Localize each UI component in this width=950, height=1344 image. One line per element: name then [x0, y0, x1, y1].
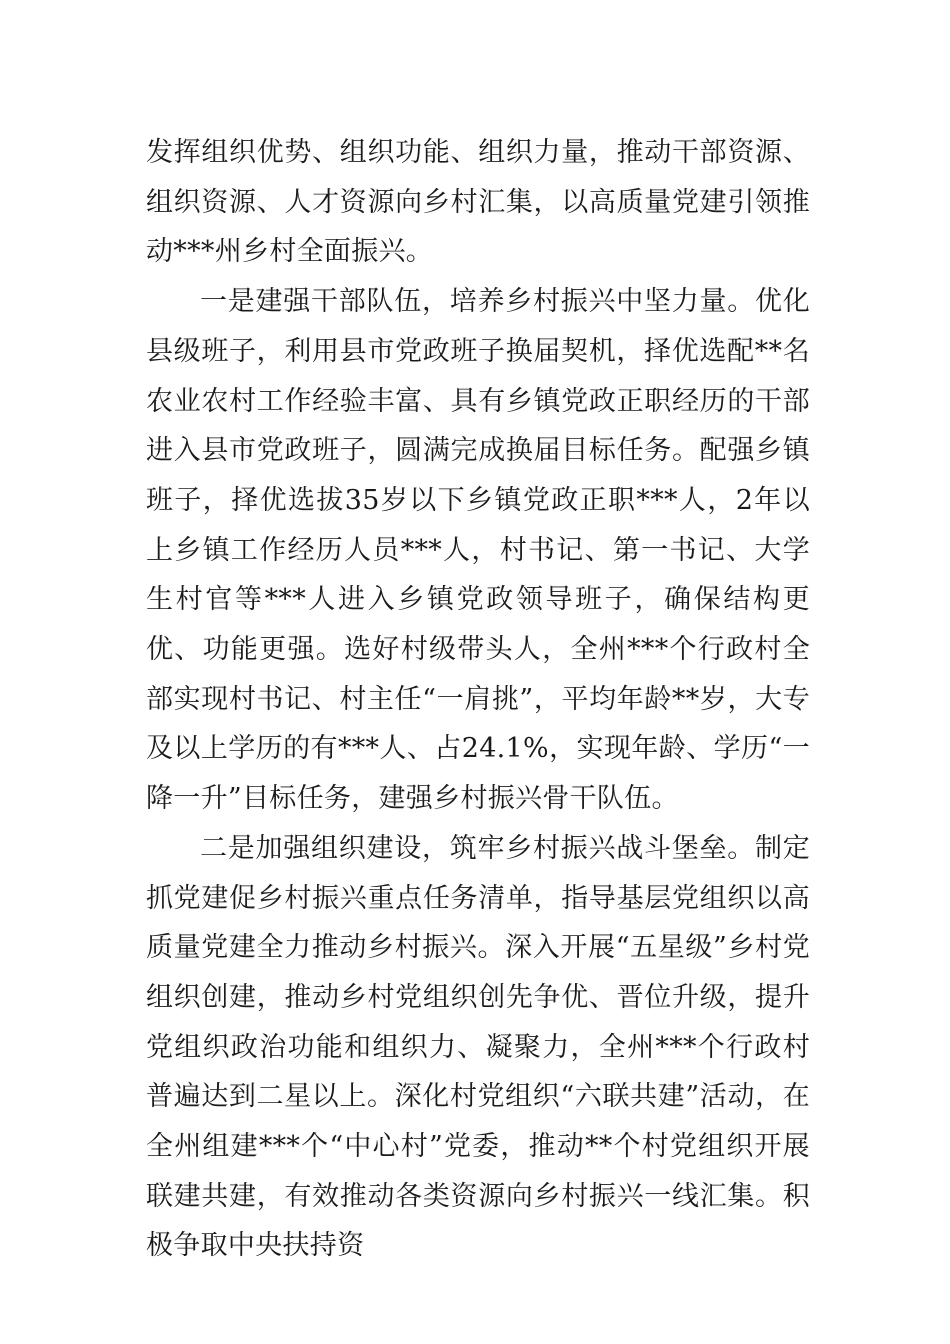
paragraph-organization-building: 二是加强组织建设，筑牢乡村振兴战斗堡垒。制定抓党建促乡村振兴重点任务清单，指导基层党组织以高质量党建全力推动乡村振兴。深入开展“五星级”乡村党组织创建，推动乡村党组织创先争优、晋位升级，提升党组织政治功能和组织力、凝聚力，全州***个行政村普遍达到二星以上。深化村党组织“六联共建”活动，在全州组建***个“中心村”党委，推动**个村党组织开展联建共建，有效推动各类资源向乡村振兴一线汇集。积极争取中央扶持资: [146, 832, 810, 1262]
paragraph-intro: 发挥组织优势、组织功能、组织力量，推动干部资源、组织资源、人才资源向乡村汇集，以高质量党建引领推动***州乡村全面振兴。: [146, 137, 810, 268]
document-body: [146, 128, 810, 1271]
paragraph-cadre-team: 一是建强干部队伍，培养乡村振兴中坚力量。优化县级班子，利用县市党政班子换届契机，择优选配**名农业农村工作经验丰富、具有乡镇党政正职经历的干部进入县市党政班子，圆满完成换届目标任务。配强乡镇班子，择优选拔35岁以下乡镇党政正职***人，2年以上乡镇工作经历人员***人，村书记、第一书记、大学生村官等***人进入乡镇党政领导班子，确保结构更优、功能更强。选好村级带头人，全州***个行政村全部实现村书记、村主任“一肩挑”，平均年龄**岁，大专及以上学历的有***人、占24.1%，实现年龄、学历“一降一升”目标任务，建强乡村振兴骨干队伍。: [146, 286, 810, 815]
